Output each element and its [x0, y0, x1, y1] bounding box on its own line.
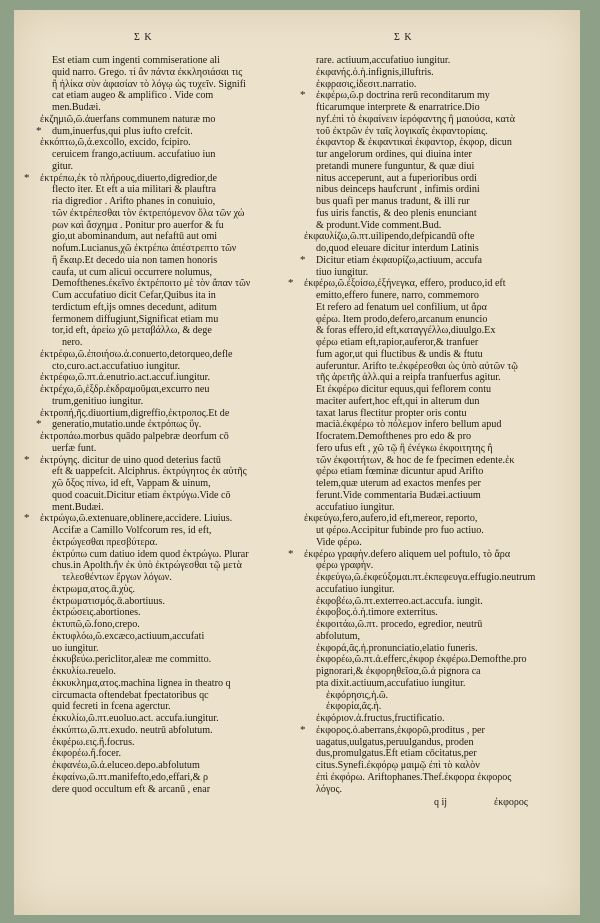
- text-line: [40, 290, 286, 302]
- line-text: Cum accufatiuo dicit Cefar,Quibus ita in: [52, 290, 216, 301]
- text-line: [304, 525, 558, 537]
- line-text: ἐκφορέω.ἢ.focer.: [52, 748, 122, 760]
- line-text: λόγος.: [316, 783, 342, 795]
- line-text: ἐκκόπτω,ῶ,ἀ.excollo, excido, fcipiro.: [40, 137, 191, 149]
- line-text: ἐκτροπή,ῆς.diuortium,digreffio,ἐκτροπος.Et de: [40, 407, 230, 419]
- text-line: [304, 466, 558, 478]
- line-text: Et refero ad fenatum uel confilium, ut ἄρα: [316, 301, 487, 313]
- text-line: [304, 537, 558, 549]
- line-text: ἐκφορος.ὁ.aberrans,ἐκφορῶ,proditus , per: [316, 724, 485, 736]
- line-text: gio,ut abominandum, aut nefaftū aut omi: [52, 231, 218, 243]
- line-text: ἐκκύπτω,ῶ.πτ.exudo. neutrū abfolutum.: [52, 724, 213, 736]
- line-text: pignorari,& ἐκφορηθεῖσα,ῶ.ἀ pignora ca: [316, 666, 481, 677]
- text-line: [304, 701, 558, 713]
- text-line: [304, 349, 558, 361]
- line-text: nero.: [62, 337, 83, 348]
- line-text: ἐκφορά,ᾶς.ἡ.pronunciatio,elatio funeris.: [316, 642, 478, 654]
- text-line: * ἐκτρέπω,ἐκ τὸ πλήρους,diuerto,digredior,de: [24, 171, 217, 184]
- line-text: citus.Synefi.ἐκφόρῳ μαιμῷ ἐπὶ τὸ καλὸν: [316, 760, 480, 771]
- asterisk-mark: *: [300, 723, 306, 736]
- line-text: gitur.: [52, 160, 74, 172]
- line-text: ἐκζημιῶ,ῶ.ἀuerfans communem naturæ mo: [40, 113, 216, 125]
- line-text: nyf.ἐπὶ τὸ ἐκφαίνειν ἱερόφαντης ἢ μαιούσα, κατὰ: [316, 113, 516, 125]
- text-line: [304, 314, 558, 326]
- line-text: ἐκτρύπω cum datiuo idem quod ἐκτρώγω. Plurar: [52, 548, 249, 560]
- text-line: [304, 631, 558, 643]
- text-line: [300, 253, 558, 267]
- text-line: * ἐκτρώγω,ῶ.extenuare,oblinere,accidere. Liuius.: [24, 512, 233, 525]
- line-text: ἐκφεύγω,fero,aufero,id eft,mereor, reporto,: [304, 513, 478, 525]
- text-line: [304, 114, 558, 126]
- text-line: [304, 737, 558, 749]
- text-line: [304, 67, 558, 79]
- text-line: [40, 196, 286, 208]
- line-text: pta dixit.actiuum,accufatiuo iungitur.: [316, 677, 466, 689]
- text-line: [40, 502, 286, 514]
- line-text: ἐκτρώσεις.abortiones.: [52, 607, 141, 619]
- line-text: flecto iter. Et eft a uia militari & plauftra: [52, 184, 216, 196]
- book-page: [14, 10, 580, 915]
- text-line: [40, 231, 286, 243]
- text-line: [40, 784, 286, 796]
- asterisk-mark: *: [300, 253, 306, 266]
- text-line: [304, 513, 558, 525]
- text-line: [304, 455, 558, 467]
- text-line: [304, 396, 558, 408]
- line-text: ἐκφόρησις,ἡ.ῶ.: [326, 689, 389, 701]
- line-text: accufatiuo iungitur.: [316, 583, 395, 595]
- catchword: ἐκφορος: [494, 797, 528, 808]
- text-line: [40, 137, 286, 149]
- text-line: [40, 267, 286, 279]
- line-text: quid fecreti in fcena agerctur.: [52, 701, 171, 713]
- line-text: Et ἐκφέρω dicitur equus,qui feflorem contu: [316, 384, 492, 395]
- line-text: telem,quæ uterum ad exactos menfes per: [316, 478, 481, 489]
- line-text: τῆς ἀρετῆς ἀλλ.qui a reipfa tranfuerfus agitur.: [316, 372, 501, 384]
- text-line: [304, 220, 558, 232]
- line-text: ἐκφορία,ᾶς.ἡ.: [326, 701, 382, 713]
- text-line: [304, 502, 558, 514]
- line-text: ἐκτρώγεσθαι πρεσβύτερα.: [52, 536, 158, 548]
- line-text: ἐκφοιτάω,ῶ.πτ. procedo, egredior, neutrū: [316, 619, 483, 630]
- line-text: ἐκφοβέω,ῶ.πτ.exterreo.act.accufa. iungit.: [316, 595, 483, 607]
- line-text: ἐπὶ ἐκφόρω. Ariftophanes.Thef.ἐκφορα ἐκφορος: [316, 771, 512, 783]
- text-line: [304, 126, 558, 138]
- line-text: ρων καὶ ἄσχημα . Ponitur pro auerfor & fu: [52, 219, 224, 231]
- text-line: [304, 102, 558, 114]
- text-line: [304, 137, 558, 149]
- text-line: [40, 490, 286, 502]
- text-line: [40, 79, 286, 91]
- line-text: φέρω. Item prodo,defero,arcanum enuncio: [316, 313, 488, 325]
- line-text: quod coacuit.Dicitur etiam ἐκτρύγω.Vide cō: [52, 489, 231, 501]
- text-line: [304, 584, 558, 596]
- text-line: [40, 431, 286, 443]
- text-line: [40, 772, 286, 784]
- text-line: [40, 114, 286, 126]
- text-line: [40, 55, 286, 67]
- text-line: [40, 560, 286, 572]
- text-line: [36, 418, 286, 431]
- text-line: [304, 184, 558, 196]
- text-line: [40, 208, 286, 220]
- line-text: Vide φέρω.: [316, 536, 362, 548]
- line-text: ἐκτρύγης. dicitur de uino quod deterius factū: [40, 454, 221, 466]
- line-text: cat etiam augeo & amplifico . Vide com: [52, 90, 214, 102]
- line-text: ἐκφαίνω,ῶ.πτ.manifefto,edo,effari,& ρ: [52, 771, 209, 783]
- line-text: uerfæ funt.: [52, 442, 97, 454]
- line-text: emitto,effero funere, narro, commemoro: [316, 290, 479, 301]
- right-column: [288, 55, 558, 795]
- line-text: ἐκτυπῶ,ῶ.fono,crepo.: [52, 619, 140, 630]
- text-line: [40, 302, 286, 314]
- text-line: [304, 149, 558, 161]
- line-text: nibus deinceps haufcrunt , infimis ordini: [316, 184, 480, 196]
- line-text: ἢ ἔκαιρ.Et decedo uia non tamen honoris: [52, 254, 218, 266]
- text-line: [40, 537, 286, 549]
- line-text: ἐκφόριον.ἀ.fructus,fructificatio.: [316, 713, 445, 724]
- text-line: [304, 161, 558, 173]
- text-line: [40, 596, 286, 608]
- text-line: [40, 408, 286, 420]
- line-text: eft & uappefcit. Alciphrus. ἐκτρύγητος ἐκ αὐτῆς: [52, 466, 247, 478]
- asterisk-mark: *: [36, 124, 42, 137]
- text-line: [304, 772, 558, 784]
- line-text: nitus acceperunt, aut a fuperioribus ordi: [316, 172, 477, 184]
- text-line: [40, 549, 286, 561]
- text-line: [304, 337, 558, 349]
- text-line: [304, 596, 558, 608]
- text-line: [40, 760, 286, 772]
- text-line: [40, 478, 286, 490]
- line-text: rare. actiuum,accufatiuo iungitur.: [316, 55, 451, 66]
- text-line: [40, 443, 286, 455]
- text-line: [304, 643, 558, 655]
- text-line: [40, 701, 286, 713]
- line-text: φέρω γραφὴν.: [316, 560, 374, 572]
- text-line: [40, 361, 286, 373]
- text-line: [304, 713, 558, 725]
- line-text: uagatus,uulgatus,peruulgandus, proden: [316, 736, 474, 748]
- text-line: [40, 619, 286, 631]
- text-line: [304, 654, 558, 666]
- text-line: * ἐκτρύγης. dicitur de uino quod deterius factū: [24, 453, 221, 466]
- line-text: fus uiris fanctis, & deo plenis enunciant: [316, 207, 477, 219]
- line-text: trum,genitiuo iungitur.: [52, 395, 144, 407]
- line-text: terdictum eft,ijs omnes decedunt, aditum: [52, 301, 217, 313]
- text-line: [304, 231, 558, 243]
- line-text: ἐκτροπάω.morbus quādo palpebræ deorfum cō: [40, 431, 229, 442]
- line-text: ria digredior . Arifto phanes in conuiuio,: [52, 196, 216, 207]
- text-line: [304, 419, 558, 431]
- text-line: [40, 149, 286, 161]
- text-line: [40, 678, 286, 690]
- signature-mark: q ij: [434, 797, 448, 808]
- text-line: [40, 725, 286, 737]
- text-line: [304, 267, 558, 279]
- line-text: ἐκφεύγω,ῶ.ἐκφεύξομαι.πτ.ἐκπεφευγα.effugio.neutrum: [316, 572, 536, 583]
- line-text: macià.ἐκφέρω τὸ πόλεμον infero bellum apud: [316, 419, 502, 431]
- line-text: ἢ ἡλίκα σὺν ἀφασίαν τὸ λόγῳ ὡς τυχεῖν. Signifi: [52, 78, 246, 90]
- text-line: [304, 607, 558, 619]
- line-text: tor,id eft, ἀρείω χῶ μεταβάλλω, & dege: [52, 325, 212, 337]
- line-text: tiuo iungitur.: [316, 266, 369, 278]
- text-line: [40, 90, 286, 102]
- line-text: pretandi munere funguntur, & quæ diui: [316, 160, 475, 172]
- line-text: ἐκφρασις,ἰδεσιτ.narratio.: [316, 78, 417, 90]
- asterisk-mark: *: [36, 418, 42, 431]
- line-text: ἐκτρωμα,ατος.ᾱ.χὺς.: [52, 583, 136, 595]
- text-line: [40, 184, 286, 196]
- text-line: [304, 760, 558, 772]
- text-line: [304, 443, 558, 455]
- text-line: [304, 384, 558, 396]
- line-text: cto,curo.act.accufatiuo iungitur.: [52, 360, 181, 372]
- line-text: ἐκφοβος.ὁ.ἡ.timore exterritus.: [316, 607, 438, 619]
- line-text: fero ufus eft , χῶ τῷ ἢ ἐνέγκω ἐκφοιτητης ἢ: [316, 442, 493, 454]
- text-line: [304, 666, 558, 678]
- text-line: [40, 631, 286, 643]
- text-line: [304, 678, 558, 690]
- text-line: * ἐκφέρω γραφὴν.defero aliquem uel poftulo, τὸ ἄρα: [288, 547, 511, 560]
- text-line: [40, 372, 286, 384]
- line-text: ἐκτρέφω,ῶ.πτ.ἀ.enutrio.act.accuf.iungitur.: [40, 372, 211, 384]
- line-text: tur angelorum ordines, qui diuina inter: [316, 149, 472, 160]
- text-line: [304, 748, 558, 760]
- text-line: [40, 607, 286, 619]
- line-text: circumacta oftendebat fpectatoribus qc: [52, 689, 209, 701]
- text-line: [40, 243, 286, 255]
- running-head-right: Σ Κ: [394, 32, 413, 43]
- text-line: [304, 208, 558, 220]
- line-text: ἐκκυλίω.reuelo.: [52, 666, 116, 677]
- line-text: ut φέρω.Accipitur fubinde pro fuo actiuo.: [316, 525, 484, 536]
- text-line: * ἐκφέρω,ῶ.ἐξοίσω,ἐξήνεγκα, effero, produco,id eft: [288, 277, 506, 290]
- text-line: [40, 325, 286, 337]
- line-text: Ifocratem.Demofthenes pro edo & pro: [316, 431, 471, 442]
- line-text: fum agor,ut qui fluctibus & undis & ftutu: [316, 348, 483, 360]
- line-text: ἐκφανέω,ῶ.ἀ.eluceo.depo.abfolutum: [52, 760, 200, 771]
- line-text: ἐκτρέχω,ῶ,ἐξδρ.ἐκδραμοῦμαι,excurro neu: [40, 384, 210, 395]
- line-text: fticarumque interprete & enarratrice.Dio: [316, 102, 480, 113]
- line-text: ἐκκυβεύω.periclitor,aleæ me committo.: [52, 654, 212, 666]
- line-text: ἐκκυλίω,ῶ.πτ.euoluo.act. accufa.iungitur.: [52, 713, 219, 724]
- line-text: τοῦ ἐκτρῶν ἐν ταῖς λογικαῖς ἐκφαντορίαις.: [316, 125, 488, 137]
- text-line: [40, 654, 286, 666]
- line-text: do,quod eleuare dicitur interdum Latinis: [316, 243, 479, 254]
- line-text: ἐκφαυλίζω,ῶ.πτ.uilipendo,defpicandū ofte: [304, 231, 475, 243]
- text-line: [304, 325, 558, 337]
- text-line: [40, 67, 286, 79]
- line-text: bus quafi per manus tradunt, & illi rur: [316, 196, 470, 207]
- left-column: [24, 55, 286, 795]
- line-text: caufa, ut cum alicui occurrere nolumus,: [52, 266, 213, 278]
- line-text: ἐκτρέφω,ῶ.ἐποιήσω.ἀ.conuerto,detorqueo,defle: [40, 348, 233, 360]
- line-text: τελεσθέντων ἔργων λόγων.: [62, 572, 172, 583]
- line-text: ἐκφέρω γραφὴν.defero aliquem uel poftulo, τὸ ἄρα: [304, 548, 511, 560]
- text-line: [300, 89, 558, 102]
- line-text: quid narro. Grego. τί ἂν πάντα ἐκκλησιάσαι τις: [52, 66, 243, 78]
- asterisk-mark: *: [300, 89, 306, 102]
- line-text: taxat larus flectitur propter oris contu: [316, 407, 467, 419]
- text-line: [304, 431, 558, 443]
- line-text: ἐκτυφλόω,ῶ.excæco,actiuum,accufati: [52, 630, 205, 642]
- line-text: auferuntur. Arifto te.ἐκφέρεσθαι ὡς ὑπὸ αὐτῶν τῷ: [316, 360, 518, 372]
- text-line: [40, 525, 286, 537]
- text-line: [304, 690, 558, 702]
- line-text: & foras effero,id eft,καταγγέλλω,diuulgo.Ex: [316, 325, 496, 337]
- line-text: Est etiam cum ingenti commiseratione ali: [52, 55, 220, 66]
- text-line: [40, 278, 286, 290]
- text-line: [40, 102, 286, 114]
- line-text: generatio,mutatio.unde ἐκτρόπως ὕγ.: [52, 419, 202, 431]
- text-line: [40, 572, 286, 584]
- text-line: [304, 408, 558, 420]
- line-text: ment.Budæi.: [52, 501, 104, 513]
- text-line: [40, 643, 286, 655]
- line-text: ceruicem frango,actiuum. accufatiuo iun: [52, 149, 216, 160]
- line-text: φέρω etiam fœminæ dicuntur apud Arifto: [316, 466, 484, 478]
- line-text: abfolutum,: [316, 630, 361, 642]
- line-text: ἐκτρώγω,ῶ.extenuare,oblinere,accidere. Liuius.: [40, 513, 233, 525]
- line-text: men.Budæi.: [52, 102, 101, 113]
- text-line: [36, 124, 286, 138]
- text-line: [304, 55, 558, 67]
- line-text: Demofthenes.ἐκεῖνο ἐκτρέποιτο μὲ τὸν ἄπαν τῶν: [52, 278, 251, 290]
- line-text: maciter aufert,hoc eft,qui in alterum dun: [316, 395, 480, 407]
- text-line: [304, 490, 558, 502]
- text-line: [304, 79, 558, 91]
- text-line: [40, 161, 286, 173]
- line-text: nofum.Lucianus,χῶ ἐκτρέπω ἀπέστρεπτο τῶν: [52, 243, 237, 254]
- line-text: accufatiuo iungitur.: [316, 501, 395, 513]
- text-line: [304, 372, 558, 384]
- line-text: Accifæ a Camillo Volfcorum res, id eft,: [52, 525, 212, 536]
- text-line: [304, 478, 558, 490]
- text-line: [40, 737, 286, 749]
- line-text: ἐκκυκλημα,ατος.machina lignea in theatro q: [52, 677, 231, 689]
- line-text: uo iungitur.: [52, 642, 99, 654]
- text-line: [304, 560, 558, 572]
- text-line: [40, 584, 286, 596]
- text-line: [304, 290, 558, 302]
- text-line: [304, 572, 558, 584]
- text-line: [40, 666, 286, 678]
- text-line: [300, 723, 558, 737]
- text-line: [40, 690, 286, 702]
- text-line: [304, 302, 558, 314]
- line-text: ἐκφέρω,ῶ.p doctrina rerū reconditarum my: [316, 90, 490, 102]
- line-text: ἐκφαντορ & ἐκφαντικαὶ ἐκφαντορ, ἐκφορ, dicun: [316, 137, 512, 149]
- text-line: [304, 173, 558, 185]
- line-text: χῶ ὄξος πίνω, id eft, Vappam & uinum,: [52, 478, 211, 489]
- line-text: dum,inuerfus,qui plus iufto crefcit.: [52, 125, 193, 137]
- running-head-left: Σ Κ: [134, 32, 153, 43]
- line-text: ἐκφορέω,ῶ.πτ.ἀ.efferc,ἐκφορ ἐκφέρω.Demofthe.pro: [316, 654, 527, 666]
- line-text: ἐκφανής.ὁ.ἡ.infignis,illuftris.: [316, 66, 434, 78]
- text-line: [304, 243, 558, 255]
- line-text: chus.in Apolth.ἢν ἐκ ὑπὸ ἐκτρώγεσθαι τῷ μετὰ: [52, 560, 242, 572]
- text-line: [304, 784, 558, 796]
- line-text: τῶν ἐκτρέπεσθαι τὸν ἐκτρεπόμενον ὅλα τῶν χώ: [52, 207, 245, 219]
- text-line: [40, 466, 286, 478]
- line-text: ἐκτρέπω,ἐκ τὸ πλήρους,diuerto,digredior,de: [40, 172, 217, 184]
- text-line: [40, 314, 286, 326]
- text-line: [40, 396, 286, 408]
- line-text: ἐκφέρω,ῶ.ἐξοίσω,ἐξήνεγκα, effero, produco,id eft: [304, 278, 506, 290]
- line-text: fermonem diffugiunt,Significat etiam mu: [52, 313, 219, 325]
- line-text: & produnt.Vide comment.Bud.: [316, 219, 442, 231]
- text-line: [40, 349, 286, 361]
- text-line: [40, 337, 286, 349]
- line-text: dere quod occultum eft & arcanū , enar: [52, 783, 211, 795]
- line-text: ferunt.Vide commentaria Budæi.actiuum: [316, 489, 481, 501]
- line-text: ἐκφέρω.εις.ἢ.focrus.: [52, 736, 135, 748]
- line-text: dus,promulgatus.Eft etiam cōcitatus,per: [316, 748, 477, 760]
- line-text: φέρω etiam eft,rapior,auferor,& tranfuer: [316, 337, 479, 348]
- line-text: ἐκτρωματισμός.ᾱ.abortiuus.: [52, 595, 165, 607]
- text-line: [40, 384, 286, 396]
- text-line: [40, 748, 286, 760]
- text-line: [304, 361, 558, 373]
- text-line: [304, 196, 558, 208]
- text-line: [304, 619, 558, 631]
- text-line: [40, 713, 286, 725]
- line-text: τῶν ἐκφοιτήτων, & hoc de fe fpecimen edente.ἐκ: [316, 454, 515, 466]
- line-text: Dicitur etiam ἐκφαυρίζω,actiuum, accufa: [316, 254, 483, 266]
- text-line: [40, 255, 286, 267]
- text-line: [40, 220, 286, 232]
